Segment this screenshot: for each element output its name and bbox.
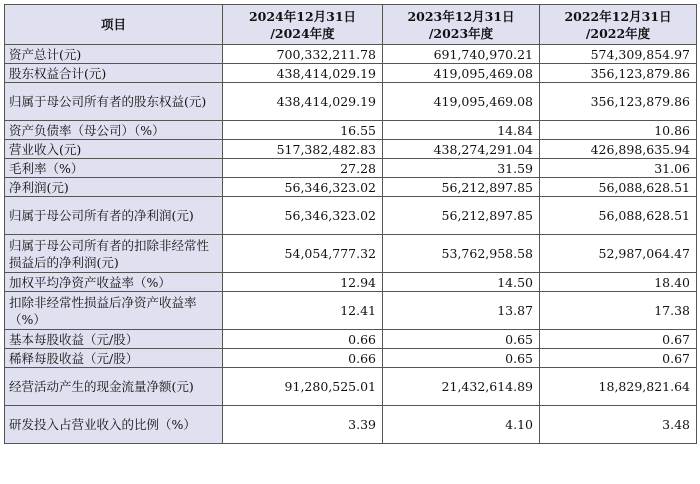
table-row (5, 273, 697, 292)
table-row (5, 178, 697, 197)
row-value: 18,829,821.64 (540, 368, 697, 406)
row-value: 691,740,970.21 (383, 45, 540, 64)
row-value: 12.94 (223, 273, 383, 292)
row-value: 56,088,628.51 (540, 178, 697, 197)
row-value: 574,309,854.97 (540, 45, 697, 64)
row-value: 426,898,635.94 (540, 140, 697, 159)
row-value: 0.66 (223, 330, 383, 349)
row-label: 营业收入(元) (5, 140, 223, 159)
header-2023 (383, 5, 540, 45)
header-2023-text: 2023年12月31日 /2023年度 (407, 8, 515, 41)
row-value: 54,054,777.32 (223, 235, 383, 273)
row-value: 31.59 (383, 159, 540, 178)
row-value: 18.40 (540, 273, 697, 292)
header-2022-text: 2022年12月31日 /2022年度 (564, 8, 672, 41)
row-value: 56,212,897.85 (383, 178, 540, 197)
header-2022 (540, 5, 697, 45)
row-value: 27.28 (223, 159, 383, 178)
table-row (5, 197, 697, 235)
header-item: 项目 (5, 5, 223, 45)
row-label: 归属于母公司所有者的股东权益(元) (5, 83, 223, 121)
row-label: 净利润(元) (5, 178, 223, 197)
row-label: 加权平均净资产收益率（%） (5, 273, 223, 292)
row-label: 扣除非经常性损益后净资产收益率（%） (5, 292, 223, 330)
row-value: 0.65 (383, 349, 540, 368)
row-value: 3.39 (223, 406, 383, 444)
row-value: 438,274,291.04 (383, 140, 540, 159)
row-value: 356,123,879.86 (540, 83, 697, 121)
row-value: 17.38 (540, 292, 697, 330)
row-value: 21,432,614.89 (383, 368, 540, 406)
row-label: 归属于母公司所有者的扣除非经常性损益后的净利润(元) (5, 235, 223, 273)
row-label: 毛利率（%） (5, 159, 223, 178)
table-row (5, 368, 697, 406)
row-value: 53,762,958.58 (383, 235, 540, 273)
row-label: 稀释每股收益（元/股） (5, 349, 223, 368)
table-row (5, 83, 697, 121)
row-value: 0.66 (223, 349, 383, 368)
table-body (5, 45, 697, 444)
row-value: 0.67 (540, 349, 697, 368)
row-value: 0.67 (540, 330, 697, 349)
table-row (5, 45, 697, 64)
financial-data-table (4, 4, 697, 444)
row-value: 56,088,628.51 (540, 197, 697, 235)
row-value: 52,987,064.47 (540, 235, 697, 273)
table-row (5, 235, 697, 273)
row-label: 经营活动产生的现金流量净额(元) (5, 368, 223, 406)
table-row (5, 140, 697, 159)
header-2024 (223, 5, 383, 45)
row-value: 14.50 (383, 273, 540, 292)
table-row (5, 121, 697, 140)
row-value: 56,212,897.85 (383, 197, 540, 235)
row-label: 归属于母公司所有者的净利润(元) (5, 197, 223, 235)
table-row (5, 292, 697, 330)
row-label: 基本每股收益（元/股） (5, 330, 223, 349)
row-value: 31.06 (540, 159, 697, 178)
row-label: 研发投入占营业收入的比例（%） (5, 406, 223, 444)
row-value: 4.10 (383, 406, 540, 444)
row-value: 0.65 (383, 330, 540, 349)
row-value: 419,095,469.08 (383, 64, 540, 83)
row-value: 56,346,323.02 (223, 178, 383, 197)
row-label: 资产负债率（母公司）（%） (5, 121, 223, 140)
row-value: 438,414,029.19 (223, 64, 383, 83)
row-value: 56,346,323.02 (223, 197, 383, 235)
row-value: 419,095,469.08 (383, 83, 540, 121)
row-value: 438,414,029.19 (223, 83, 383, 121)
row-value: 13.87 (383, 292, 540, 330)
row-label: 股东权益合计(元) (5, 64, 223, 83)
row-value: 3.48 (540, 406, 697, 444)
row-value: 10.86 (540, 121, 697, 140)
header-2024-text: 2024年12月31日 /2024年度 (248, 8, 357, 41)
row-value: 700,332,211.78 (223, 45, 383, 64)
row-value: 91,280,525.01 (223, 368, 383, 406)
row-value: 16.55 (223, 121, 383, 140)
table-header-row (5, 5, 697, 45)
row-value: 12.41 (223, 292, 383, 330)
table-row (5, 330, 697, 349)
table-row (5, 349, 697, 368)
table-row (5, 64, 697, 83)
row-value: 356,123,879.86 (540, 64, 697, 83)
table-row (5, 406, 697, 444)
table-row (5, 159, 697, 178)
row-label: 资产总计(元) (5, 45, 223, 64)
row-value: 517,382,482.83 (223, 140, 383, 159)
row-value: 14.84 (383, 121, 540, 140)
